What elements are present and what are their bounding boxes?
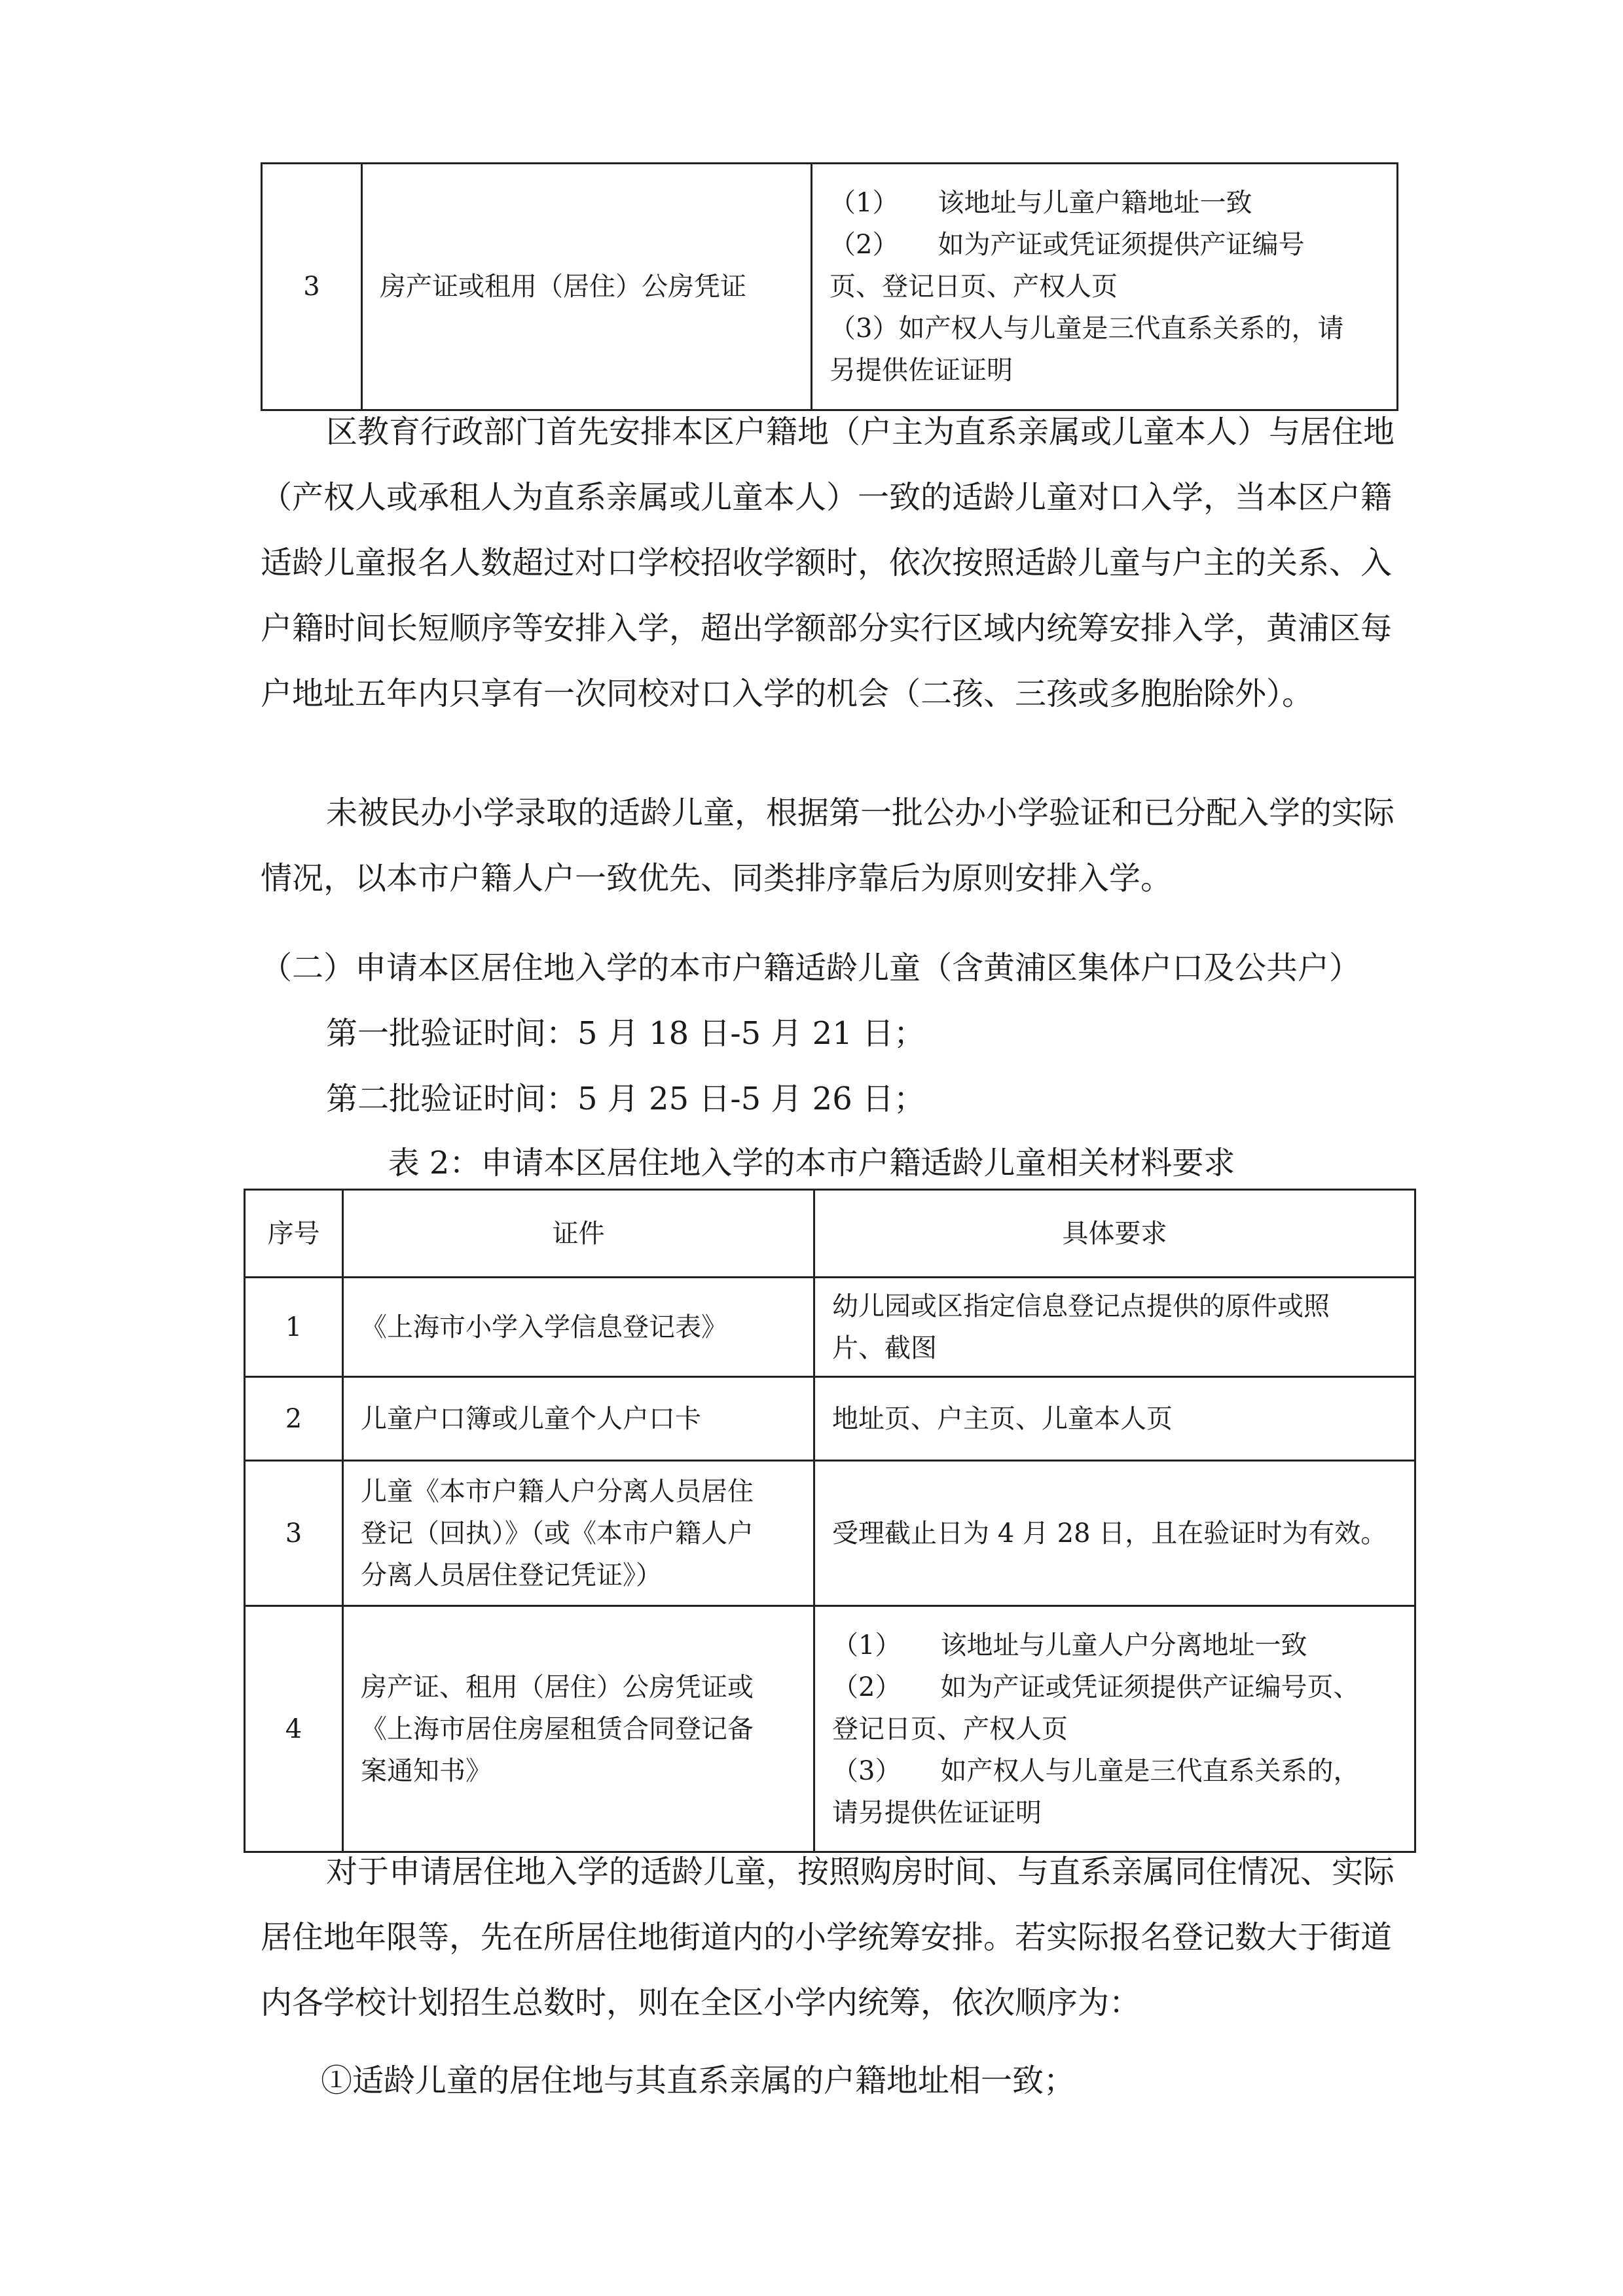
requirement-line: （3）如产权人与儿童是三代直系关系的，请 <box>830 314 1344 344</box>
batch-1-time: 第一批验证时间：5 月 18 日-5 月 21 日； <box>326 1015 926 1052</box>
requirement-line: （3） 如产权人与儿童是三代直系关系的， <box>832 1755 1360 1786</box>
requirement-cell <box>814 1278 1415 1377</box>
requirement-cell <box>814 1377 1415 1461</box>
requirement-line: （1） 该地址与儿童户籍地址一致 <box>830 188 1252 218</box>
requirement-cell <box>812 164 1398 410</box>
batch-2-time: 第二批验证时间：5 月 25 日-5 月 26 日； <box>326 1081 926 1117</box>
requirement-line: 请另提供佐证证明 <box>832 1797 1042 1828</box>
document-cell <box>343 1278 814 1377</box>
paragraph-enrollment-policy: 区教育行政部门首先安排本区户籍地（户主为直系亲属或儿童本人）与居住地（产权人或承租人为直系亲属或儿童本人）一致的适龄儿童对口入学，当本区户籍适龄儿童报名人数超过对口学校招收学额时，依次按照适龄儿童与户主的关系、入户籍时间长短顺序等安排入学，超出学额部分实行区域内统筹安排入学，黄浦区每户地址五年内只享有一次同校对口入学的机会（二孩、三孩或多胞胎除外）。 <box>261 414 1395 712</box>
column-header-document: 证件 <box>343 1190 814 1278</box>
row-number: 3 <box>262 164 362 410</box>
section-heading-2: （二）申请本区居住地入学的本市户籍适龄儿童（含黄浦区集体户口及公共户） <box>261 950 1361 986</box>
table-2-caption: 表 2：申请本区居住地入学的本市户籍适龄儿童相关材料要求 <box>388 1145 1235 1181</box>
requirement-cell <box>814 1606 1415 1852</box>
table-header-row <box>245 1190 1415 1278</box>
row-number: 2 <box>245 1377 343 1461</box>
table-row <box>245 1377 1415 1461</box>
paragraph-unadmitted-children: 未被民办小学录取的适龄儿童，根据第一批公办小学验证和已分配入学的实际情况，以本市户籍人户一致优先、同类排序靠后为原则安排入学。 <box>261 795 1395 897</box>
row-number: 4 <box>245 1606 343 1852</box>
document-line: 案通知书》 <box>361 1755 492 1786</box>
table-row <box>245 1278 1415 1377</box>
row-number: 3 <box>245 1461 343 1606</box>
requirement-line: 幼儿园或区指定信息登记点提供的原件或照 <box>832 1291 1330 1321</box>
document-line: 《上海市小学入学信息登记表》 <box>361 1312 727 1342</box>
document-line: 儿童户口簿或儿童个人户口卡 <box>361 1403 701 1434</box>
paragraph-residence-enrollment: 对于申请居住地入学的适龄儿童，按照购房时间、与直系亲属同住情况、实际居住地年限等，先在所居住地街道内的小学统筹安排。若实际报名登记数大于街道内各学校计划招生总数时，则在全区小学内统筹，依次顺序为： <box>261 1854 1395 2021</box>
requirement-line: 另提供佐证证明 <box>830 355 1013 386</box>
requirement-line: 登记日页、产权人页 <box>832 1713 1068 1744</box>
document-line: 分离人员居住登记凭证》） <box>361 1560 662 1590</box>
requirement-line: 片、截图 <box>832 1333 937 1363</box>
row-number: 1 <box>245 1278 343 1377</box>
column-header-requirement: 具体要求 <box>814 1190 1415 1278</box>
requirement-line: 地址页、户主页、儿童本人页 <box>832 1403 1173 1434</box>
table-1-continuation <box>261 162 1398 411</box>
table-row <box>245 1606 1415 1852</box>
document-line: 《上海市居住房屋租赁合同登记备 <box>361 1713 754 1744</box>
requirement-cell <box>814 1461 1415 1606</box>
document-cell <box>343 1606 814 1852</box>
document-cell: 房产证或租用（居住）公房凭证 <box>362 164 812 410</box>
document-line: 儿童《本市户籍人户分离人员居住 <box>361 1476 754 1507</box>
column-header-number: 序号 <box>245 1190 343 1278</box>
requirement-line: （2） 如为产证或凭证须提供产证编号 <box>830 230 1305 260</box>
requirement-line: 受理截止日为 4 月 28 日，且在验证时为有效。 <box>832 1518 1387 1549</box>
order-item-1: ①适龄儿童的居住地与其直系亲属的户籍地址相一致； <box>321 2062 1076 2099</box>
document-cell <box>343 1377 814 1461</box>
table-row <box>262 164 1398 410</box>
document-line: 房产证、租用（居住）公房凭证或 <box>361 1672 754 1702</box>
requirement-line: （2） 如为产证或凭证须提供产证编号页、 <box>832 1672 1360 1702</box>
document-cell <box>343 1461 814 1606</box>
requirement-line: （1） 该地址与儿童人户分离地址一致 <box>832 1630 1307 1660</box>
requirement-line: 页、登记日页、产权人页 <box>830 272 1118 302</box>
table-2-materials <box>244 1189 1416 1853</box>
document-line: 登记（回执）》（或《本市户籍人户 <box>361 1518 754 1549</box>
table-row <box>245 1461 1415 1606</box>
